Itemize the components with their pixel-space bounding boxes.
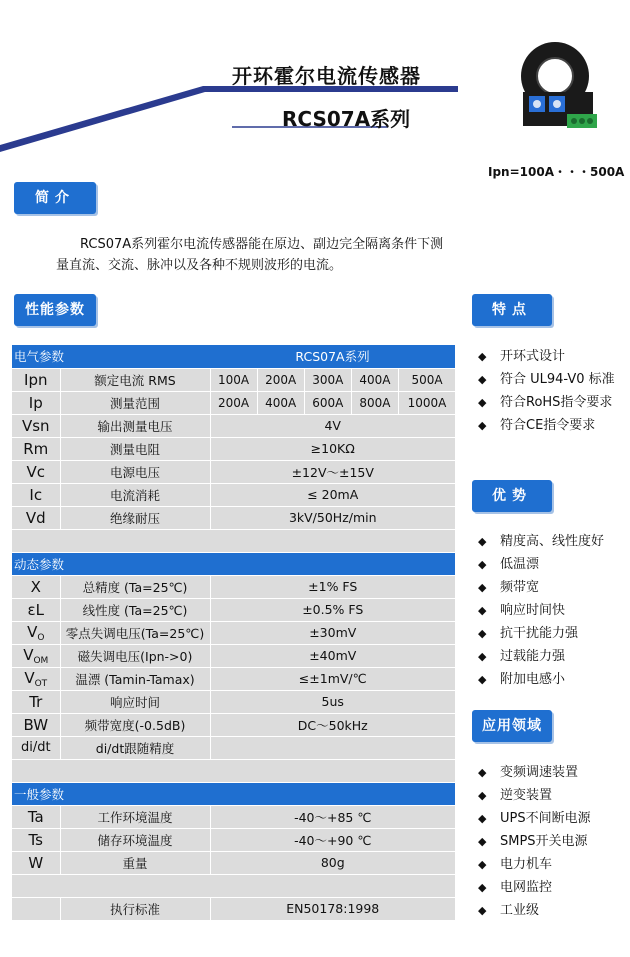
- list-item: ◆ 开环式设计: [478, 345, 615, 368]
- list-item: ◆ 低温漂: [478, 553, 604, 576]
- param-value: [210, 736, 455, 759]
- list-item: ◆ 精度高、线性度好: [478, 530, 604, 553]
- param-name: 总精度 (Ta=25℃): [60, 575, 210, 598]
- param-symbol: [12, 897, 60, 920]
- table-row: [12, 391, 455, 414]
- advantages-list: [478, 530, 604, 691]
- param-name: 绝缘耐压: [60, 506, 210, 529]
- param-value: 400A: [257, 391, 304, 414]
- param-name: 执行标准: [60, 897, 210, 920]
- table-row: [12, 690, 455, 713]
- param-value: ±30mV: [210, 621, 455, 644]
- section-general: [12, 782, 455, 805]
- param-value: ±0.5% FS: [210, 598, 455, 621]
- param-value: ≥10KΩ: [210, 437, 455, 460]
- param-value: 600A: [304, 391, 351, 414]
- param-value: EN50178:1998: [210, 897, 455, 920]
- param-symbol: di/dt: [12, 736, 60, 759]
- param-value: 80g: [210, 851, 455, 874]
- table-row: [12, 828, 455, 851]
- param-value: -40～+90 ℃: [210, 828, 455, 851]
- symbol-main: V: [23, 645, 34, 664]
- table-row: [12, 460, 455, 483]
- param-value: 4V: [210, 414, 455, 437]
- table-row: [12, 667, 455, 690]
- table-row: [12, 483, 455, 506]
- section-electrical: [12, 345, 455, 368]
- param-name: 响应时间: [60, 690, 210, 713]
- tab-intro: 简介: [14, 182, 96, 214]
- param-value: ±40mV: [210, 644, 455, 667]
- param-symbol: Ts: [12, 828, 60, 851]
- table-row: [12, 805, 455, 828]
- param-symbol: Vsn: [12, 414, 60, 437]
- param-symbol: Vd: [12, 506, 60, 529]
- intro-line-2: 量直流、交流、脉冲以及各种不规则波形的电流。: [56, 258, 343, 273]
- param-symbol: Ta: [12, 805, 60, 828]
- table-row: [12, 621, 455, 644]
- param-symbol: εL: [12, 598, 60, 621]
- symbol-subscript: OM: [33, 655, 49, 666]
- list-item: ◆ 符合CE指令要求: [478, 414, 615, 437]
- param-symbol: Ip: [12, 391, 60, 414]
- param-value: 5us: [210, 690, 455, 713]
- param-value: 800A: [351, 391, 398, 414]
- param-name: 电流消耗: [60, 483, 210, 506]
- param-value: 100A: [210, 368, 257, 391]
- param-value: 3kV/50Hz/min: [210, 506, 455, 529]
- list-item: ◆ SMPS开关电源: [478, 830, 591, 853]
- table-row: [12, 736, 455, 759]
- list-item: ◆ 响应时间快: [478, 599, 604, 622]
- list-item: ◆ 逆变装置: [478, 784, 591, 807]
- table-row-blank: [12, 759, 455, 782]
- param-name: 工作环境温度: [60, 805, 210, 828]
- list-item: ◆ 电网监控: [478, 876, 591, 899]
- param-symbol: [12, 644, 60, 667]
- intro-text: [56, 234, 456, 276]
- param-value: 200A: [257, 368, 304, 391]
- table-row: [12, 437, 455, 460]
- param-symbol: [12, 621, 60, 644]
- param-value: -40～+85 ℃: [210, 805, 455, 828]
- param-name: 电源电压: [60, 460, 210, 483]
- list-item: ◆ 频带宽: [478, 576, 604, 599]
- list-item: ◆ 抗干扰能力强: [478, 622, 604, 645]
- table-row: [12, 644, 455, 667]
- param-value: ±1% FS: [210, 575, 455, 598]
- table-row: [12, 598, 455, 621]
- symbol-subscript: OT: [34, 678, 48, 689]
- list-item: ◆ UPS不间断电源: [478, 807, 591, 830]
- param-name: 温漂 (Tamin-Tamax): [60, 667, 210, 690]
- param-name: 额定电流 RMS: [60, 368, 210, 391]
- table-row-blank: [12, 529, 455, 552]
- page-subtitle: RCS07A系列: [282, 107, 411, 131]
- param-symbol: Ipn: [12, 368, 60, 391]
- param-symbol: Rm: [12, 437, 60, 460]
- list-item: ◆ 电力机车: [478, 853, 591, 876]
- list-item: ◆ 附加电感小: [478, 668, 604, 691]
- tab-applications: 应用领域: [472, 710, 552, 742]
- param-value: 300A: [304, 368, 351, 391]
- param-symbol: Ic: [12, 483, 60, 506]
- table-row: [12, 414, 455, 437]
- param-value: 500A: [399, 368, 456, 391]
- section-dynamic: [12, 552, 455, 575]
- intro-line-1: RCS07A系列霍尔电流传感器能在原边、副边完全隔离条件下测: [80, 237, 444, 252]
- symbol-main: V: [27, 622, 38, 641]
- section-heading: 电气参数: [12, 345, 210, 368]
- param-symbol: Tr: [12, 690, 60, 713]
- param-name: 磁失调电压(Ipn->0): [60, 644, 210, 667]
- param-value: ≤±1mV/℃: [210, 667, 455, 690]
- sensor-product-image: [505, 34, 615, 144]
- param-symbol: Vc: [12, 460, 60, 483]
- param-symbol: X: [12, 575, 60, 598]
- table-row: [12, 713, 455, 736]
- param-name: 零点失调电压(Ta=25℃): [60, 621, 210, 644]
- tab-advantages: 优势: [472, 480, 552, 512]
- page-title: 开环霍尔电流传感器: [232, 64, 421, 88]
- section-heading: 动态参数: [12, 552, 455, 575]
- param-name: 测量电阻: [60, 437, 210, 460]
- tab-features: 特点: [472, 294, 552, 326]
- list-item: ◆ 过载能力强: [478, 645, 604, 668]
- param-symbol: BW: [12, 713, 60, 736]
- param-value: ±12V～±15V: [210, 460, 455, 483]
- series-label: RCS07A系列: [210, 345, 455, 368]
- param-symbol: W: [12, 851, 60, 874]
- list-item: ◆ 工业级: [478, 899, 591, 922]
- features-list: [478, 345, 615, 437]
- param-symbol: [12, 667, 60, 690]
- param-name: di/dt跟随精度: [60, 736, 210, 759]
- list-item: ◆ 变频调速装置: [478, 761, 591, 784]
- param-value: DC～50kHz: [210, 713, 455, 736]
- symbol-main: V: [24, 668, 35, 687]
- param-value: 200A: [210, 391, 257, 414]
- table-row: [12, 368, 455, 391]
- param-name: 测量范围: [60, 391, 210, 414]
- table-row: [12, 897, 455, 920]
- table-row: [12, 506, 455, 529]
- param-name: 储存环境温度: [60, 828, 210, 851]
- spec-table: [12, 345, 455, 921]
- rated-current-range: Ipn=100A・・・500A: [488, 165, 625, 179]
- tab-specs: 性能参数: [14, 294, 96, 326]
- param-value: 400A: [351, 368, 398, 391]
- param-name: 频带宽度(-0.5dB): [60, 713, 210, 736]
- table-row: [12, 575, 455, 598]
- param-name: 线性度 (Ta=25℃): [60, 598, 210, 621]
- param-value: 1000A: [399, 391, 456, 414]
- symbol-subscript: O: [37, 632, 45, 643]
- param-value: ≤ 20mA: [210, 483, 455, 506]
- table-row-blank: [12, 874, 455, 897]
- applications-list: [478, 761, 591, 922]
- param-name: 输出测量电压: [60, 414, 210, 437]
- section-heading: 一般参数: [12, 782, 455, 805]
- list-item: ◆ 符合RoHS指令要求: [478, 391, 615, 414]
- param-name: 重量: [60, 851, 210, 874]
- table-row: [12, 851, 455, 874]
- list-item: ◆ 符合 UL94-V0 标准: [478, 368, 615, 391]
